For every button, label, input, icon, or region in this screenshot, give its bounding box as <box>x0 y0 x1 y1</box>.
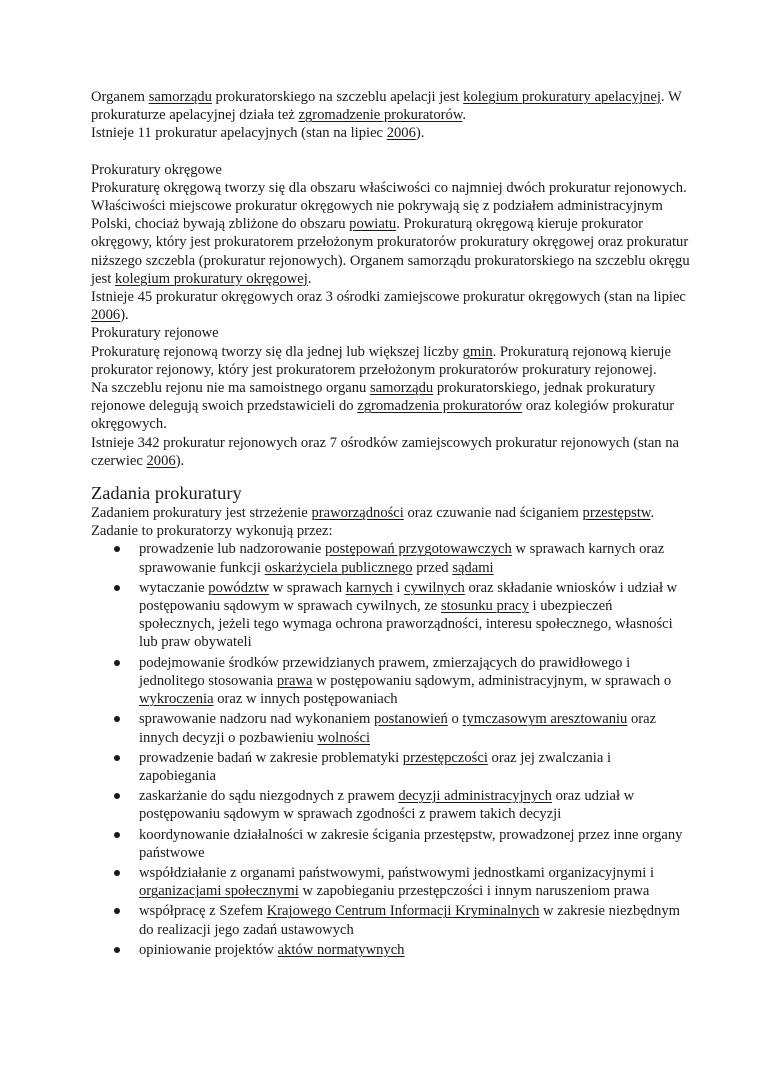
zadania-intro <box>91 504 691 540</box>
text: oraz jej zwalczania i zapobiegania <box>139 749 615 784</box>
link-stosunku-pracy[interactable]: stosunku pracy <box>440 598 529 615</box>
bullet-icon <box>114 585 120 591</box>
list-item <box>139 710 691 746</box>
text: współdziałanie z organami państwowymi, państwowymi jednostkami organizacyjnymi i <box>139 864 658 881</box>
text: prokuratorskiego, jednak prokuratury rejonowe delegują swoich przedstawicieli do <box>91 380 659 415</box>
text: . <box>462 107 467 124</box>
list-item <box>139 540 691 576</box>
text: . Prokuraturą rejonową kieruje prokurator rejonowy, który jest prokuratorem przełożonym prokuratorów prokuratury rejonowej. <box>91 343 675 378</box>
link-przestepstw[interactable]: przestępstw <box>582 505 651 522</box>
text: zaskarżanie do sądu niezgodnych z prawem <box>139 788 399 805</box>
text: prowadzenie badań w zakresie problematyki <box>139 749 403 766</box>
spacer <box>91 143 691 161</box>
text: prowadzenie lub nadzorowanie <box>139 541 325 558</box>
link-zgromadzenie-prokuratorow[interactable]: zgromadzenie prokuratorów <box>298 107 463 124</box>
list-item <box>139 579 691 652</box>
text: przed <box>412 559 453 576</box>
okregowe-title: Prokuratury okręgowe <box>91 161 222 178</box>
text: . Prokuraturą okręgową kieruje prokurator okręgowy, który jest prokuratorem przełożonym prokuratorów prokuratury okręgowej oraz prokuratur niższego szczebla (prokuratur rejonowych). Organem samorządu prokuratorskiego na szczeblu okręgu jest <box>91 216 694 287</box>
text: . W prokuraturze apelacyjnej działa też <box>91 89 686 124</box>
text: w zapobieganiu przestępczości i innym naruszeniom prawa <box>298 883 650 900</box>
text: oraz składanie wniosków i udział w postępowaniu sądowym w sprawach cywilnych, ze <box>139 579 681 615</box>
text: Istnieje 342 prokuratur rejonowych oraz 7 ośrodków zamiejscowych prokuratur rejonowych (stan na czerwiec <box>91 434 683 469</box>
link-wykroczenia[interactable]: wykroczenia <box>139 691 214 708</box>
zadania-heading: Zadania prokuratury <box>91 483 242 504</box>
text: Prokuraturę rejonową tworzy się dla jednej lub większej liczby <box>91 343 463 360</box>
link-wolnosci[interactable]: wolności <box>317 729 371 746</box>
link-samorzadu[interactable]: samorządu <box>148 89 212 105</box>
document-page <box>91 88 694 961</box>
link-decyzji-administracyjnych[interactable]: decyzji administracyjnych <box>398 788 552 805</box>
link-kolegium-prokuratury-okregowej[interactable]: kolegium prokuratury okręgowej <box>114 270 308 287</box>
text: Istnieje 11 prokuratur apelacyjnych (stan na lipiec <box>91 125 387 142</box>
text: i ubezpieczeń społecznych, jeżeli tego wymaga ochrona praworządności, interesu społecznego, własności lub praw obywateli <box>139 598 677 651</box>
text: . <box>307 270 312 287</box>
list-item <box>139 787 691 823</box>
text: oraz kolegiów prokuratur okręgowych. <box>91 398 678 433</box>
text: . Zadanie to prokuratorzy wykonują przez: <box>91 505 658 540</box>
text: współpracę z Szefem <box>139 903 267 920</box>
text: oraz w innych postępowaniach <box>213 691 398 708</box>
text: sprawowanie nadzoru nad wykonaniem <box>139 711 375 728</box>
text: koordynowanie działalności w zakresie ścigania przestępstw, prowadzonej przez inne organy państwowe <box>139 826 687 861</box>
text: oraz czuwanie nad ściganiem <box>403 505 583 522</box>
text: w postępowaniu sądowym, administracyjnym, w sprawach o <box>312 672 675 689</box>
link-przestepczosci[interactable]: przestępczości <box>402 749 488 766</box>
bullet-icon <box>114 716 120 722</box>
link-zgromadzenia-prokuratorow[interactable]: zgromadzenia prokuratorów <box>357 398 523 415</box>
text: opiniowanie projektów <box>139 941 278 958</box>
text: Prokuraturę okręgową tworzy się dla obszaru właściwości co najmniej dwóch prokuratur rejonowych. Właściwości miejscowe prokuratur okręgowych nie pokrywają się z podziałem administracyjnym Polski, chociaż bywają zbliżone do obszaru <box>91 179 691 233</box>
link-gmin[interactable]: gmin <box>462 343 493 360</box>
link-oskarzyciela-publicznego[interactable]: oskarżyciela publicznego <box>264 559 413 576</box>
link-kolegium-prokuratury-apelacyjnej[interactable]: kolegium prokuratury apelacyjnej <box>463 89 661 105</box>
list-item <box>139 941 691 959</box>
text: prokuratorskiego na szczeblu apelacji jest <box>211 89 464 105</box>
tasks-list <box>91 540 691 958</box>
text: Istnieje 45 prokuratur okręgowych oraz 3 ośrodki zamiejscowe prokuratur okręgowych (stan na lipiec <box>91 289 690 306</box>
link-2006[interactable]: 2006 <box>146 452 176 469</box>
link-powodztw[interactable]: powództw <box>208 579 270 596</box>
rejonowe-title: Prokuratury rejonowe <box>91 325 219 342</box>
text: Organem <box>91 89 149 105</box>
link-prawa[interactable]: prawa <box>276 672 313 689</box>
text: Zadaniem prokuratury jest strzeżenie <box>91 505 312 522</box>
apelacyjne-paragraph <box>91 88 691 143</box>
text: ). <box>120 307 129 324</box>
bullet-icon <box>114 793 120 799</box>
link-tymczasowym-aresztowaniu[interactable]: tymczasowym aresztowaniu <box>462 711 628 728</box>
link-sadami[interactable]: sądami <box>452 559 494 576</box>
list-item <box>139 749 691 785</box>
link-samorzadu[interactable]: samorządu <box>369 380 434 397</box>
link-powiatu[interactable]: powiatu <box>349 216 397 233</box>
bullet-icon <box>114 660 120 666</box>
rejonowe-paragraph <box>91 343 691 470</box>
text: wytaczanie <box>139 579 209 596</box>
text: w sprawach <box>269 579 346 596</box>
text: ). <box>175 452 185 469</box>
text: w sprawach karnych oraz sprawowanie funkcji <box>139 541 668 576</box>
list-item <box>139 826 691 862</box>
list-item <box>139 902 691 938</box>
list-item <box>139 864 691 900</box>
bullet-icon <box>114 546 120 552</box>
bullet-icon <box>114 755 120 761</box>
text: ). <box>415 125 425 142</box>
link-2006[interactable]: 2006 <box>91 307 121 324</box>
link-karnych[interactable]: karnych <box>345 579 393 596</box>
link-praworzadnosci[interactable]: praworządności <box>311 505 404 522</box>
text: w zakresie niezbędnym do realizacji jego zadań ustawowych <box>139 903 684 938</box>
bullet-icon <box>114 908 120 914</box>
link-krajowego-centrum-informacji-kryminalnych[interactable]: Krajowego Centrum Informacji Kryminalnych <box>266 903 540 920</box>
bullet-icon <box>114 832 120 838</box>
link-postepowan-przygotowawczych[interactable]: postępowań przygotowawczych <box>325 541 512 558</box>
link-postanowien[interactable]: postanowień <box>374 711 448 728</box>
okregowe-paragraph <box>91 179 694 325</box>
text: i <box>392 579 405 596</box>
text: oraz innych decyzji o pozbawieniu <box>139 711 660 746</box>
text: podejmowanie środków przewidzianych prawem, zmierzających do prawidłowego i jednolitego stosowania <box>139 654 634 689</box>
link-2006[interactable]: 2006 <box>386 125 416 142</box>
list-item <box>139 654 691 709</box>
bullet-icon <box>114 947 120 953</box>
link-organizacjami-spolecznymi[interactable]: organizacjami społecznymi <box>139 883 299 900</box>
link-aktow-normatywnych[interactable]: aktów normatywnych <box>277 941 405 958</box>
bullet-icon <box>114 870 120 876</box>
text: Na szczeblu rejonu nie ma samoistnego organu <box>91 380 370 397</box>
text: o <box>447 711 463 728</box>
text: oraz udział w postępowaniu sądowym w sprawach zgodności z prawem takich decyzji <box>139 788 638 823</box>
link-cywilnych[interactable]: cywilnych <box>404 579 465 596</box>
